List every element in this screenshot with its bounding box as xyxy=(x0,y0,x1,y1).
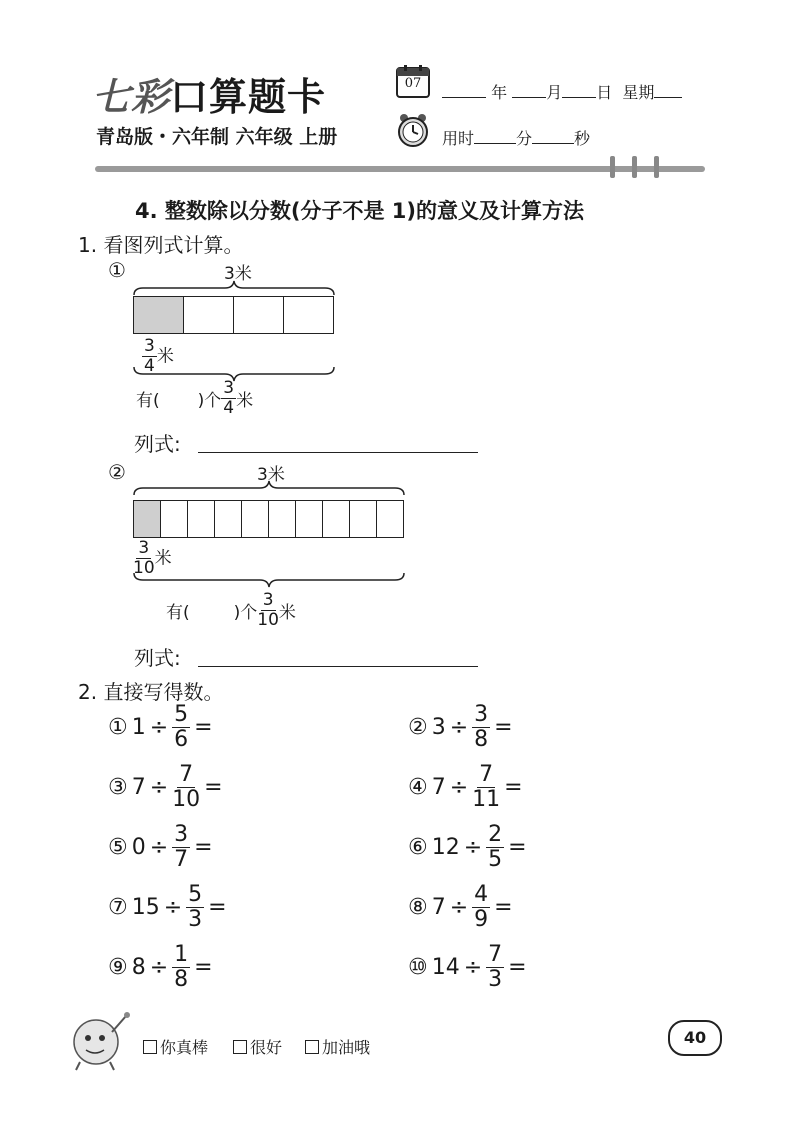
clock-icon xyxy=(396,112,430,152)
q2-answer-8[interactable] xyxy=(517,896,577,920)
edition-label: 青岛版・六年制 六年级 上册 xyxy=(96,126,338,148)
d1-top-brace xyxy=(133,280,335,296)
q2-item-10: ⑩ 14 ÷ $\frac{7}{3}$ = xyxy=(408,944,591,991)
q2-item-2: ② 3 ÷ $\frac{3}{8}$ = xyxy=(408,704,577,751)
second-blank[interactable] xyxy=(532,129,574,144)
divider-rings xyxy=(606,156,666,184)
q2-answer-3[interactable] xyxy=(227,776,287,800)
d1-part-label: $\frac{3}{4}$ 米 xyxy=(144,336,174,376)
d2-cell xyxy=(376,500,404,538)
d1-cell xyxy=(183,296,234,334)
rating-option-2[interactable]: 很好 xyxy=(233,1035,282,1058)
rating-option-1[interactable]: 你真棒 xyxy=(143,1035,208,1058)
q2-item-8: ⑧ 7 ÷ $\frac{4}{9}$ = xyxy=(408,884,577,931)
weekday-label: 星期 xyxy=(622,83,655,102)
d1-formula-label: 列式: xyxy=(134,432,181,456)
year-label: 年 xyxy=(491,83,508,102)
q2-answer-6[interactable] xyxy=(531,836,591,860)
q1-title: 1. 看图列式计算。 xyxy=(78,233,244,257)
q2-answer-9[interactable] xyxy=(217,956,277,980)
d2-formula-line[interactable] xyxy=(198,666,478,667)
checkbox-icon xyxy=(233,1040,247,1054)
q2-item-1: ① 1 ÷ $\frac{5}{6}$ = xyxy=(108,704,277,751)
d1-formula-line[interactable] xyxy=(198,452,478,453)
date-line xyxy=(442,80,682,103)
brand-title xyxy=(92,66,326,121)
brand-main: 口算题卡 xyxy=(170,75,327,119)
q2-answer-10[interactable] xyxy=(531,956,591,980)
day-label: 日 xyxy=(596,83,613,102)
q2-answer-7[interactable] xyxy=(231,896,291,920)
calendar-day: 07 xyxy=(404,76,422,91)
d1-cell xyxy=(283,296,334,334)
d2-answer-sentence: 有( )个 $\frac{3}{10}$ 米 xyxy=(166,590,296,630)
q2-answer-2[interactable] xyxy=(517,716,577,740)
q2-item-3: ③ 7 ÷ $\frac{7}{10}$ = xyxy=(108,764,287,811)
d1-answer-sentence: 有( )个 $\frac{3}{4}$ 米 xyxy=(136,378,254,418)
q2-answer-4[interactable] xyxy=(527,776,587,800)
d2-total: 3米 xyxy=(257,465,285,485)
d1-cell xyxy=(233,296,284,334)
d2-cell xyxy=(187,500,215,538)
q2-answer-1[interactable] xyxy=(217,716,277,740)
d2-cell xyxy=(214,500,242,538)
minute-blank[interactable] xyxy=(474,129,516,144)
d2-cell xyxy=(322,500,350,538)
second-label: 秒 xyxy=(574,129,591,148)
d1-cell-shaded xyxy=(133,296,184,334)
d2-cell xyxy=(349,500,377,538)
day-blank[interactable] xyxy=(562,83,596,98)
q2-item-4: ④ 7 ÷ $\frac{7}{11}$ = xyxy=(408,764,587,811)
checkbox-icon xyxy=(143,1040,157,1054)
d2-top-brace xyxy=(133,480,405,496)
d2-cell xyxy=(268,500,296,538)
d2-cell-shaded xyxy=(133,500,161,538)
d2-part-label: $\frac{3}{10}$ 米 xyxy=(133,538,172,578)
d2-cell xyxy=(241,500,269,538)
d2-number: ② xyxy=(108,460,126,484)
q2-item-6: ⑥ 12 ÷ $\frac{2}{5}$ = xyxy=(408,824,591,871)
page-number: 40 xyxy=(668,1020,722,1056)
d2-formula-label: 列式: xyxy=(134,646,181,670)
weekday-blank[interactable] xyxy=(654,83,682,98)
month-label: 月 xyxy=(546,83,563,102)
year-blank[interactable] xyxy=(442,83,486,98)
q2-title: 2. 直接写得数。 xyxy=(78,680,224,704)
time-line xyxy=(442,126,590,149)
time-prefix: 用时 xyxy=(442,129,475,148)
brand-deco: 七彩 xyxy=(92,75,171,119)
d1-total: 3米 xyxy=(224,264,252,284)
d1-number: ① xyxy=(108,258,126,282)
d2-cell xyxy=(295,500,323,538)
lesson-title: 4. 整数除以分数(分子不是 1)的意义及计算方法 xyxy=(135,199,585,223)
q2-item-7: ⑦ 15 ÷ $\frac{5}{3}$ = xyxy=(108,884,291,931)
minute-label: 分 xyxy=(516,129,533,148)
rating-option-3[interactable]: 加油哦 xyxy=(305,1035,370,1058)
mascot-illustration xyxy=(66,1008,134,1076)
checkbox-icon xyxy=(305,1040,319,1054)
d2-cell xyxy=(160,500,188,538)
d2-bottom-brace xyxy=(133,572,405,588)
calendar-icon xyxy=(396,64,430,98)
q2-answer-5[interactable] xyxy=(217,836,277,860)
q2-item-9: ⑨ 8 ÷ $\frac{1}{8}$ = xyxy=(108,944,277,991)
q2-item-5: ⑤ 0 ÷ $\frac{3}{7}$ = xyxy=(108,824,277,871)
month-blank[interactable] xyxy=(512,83,546,98)
